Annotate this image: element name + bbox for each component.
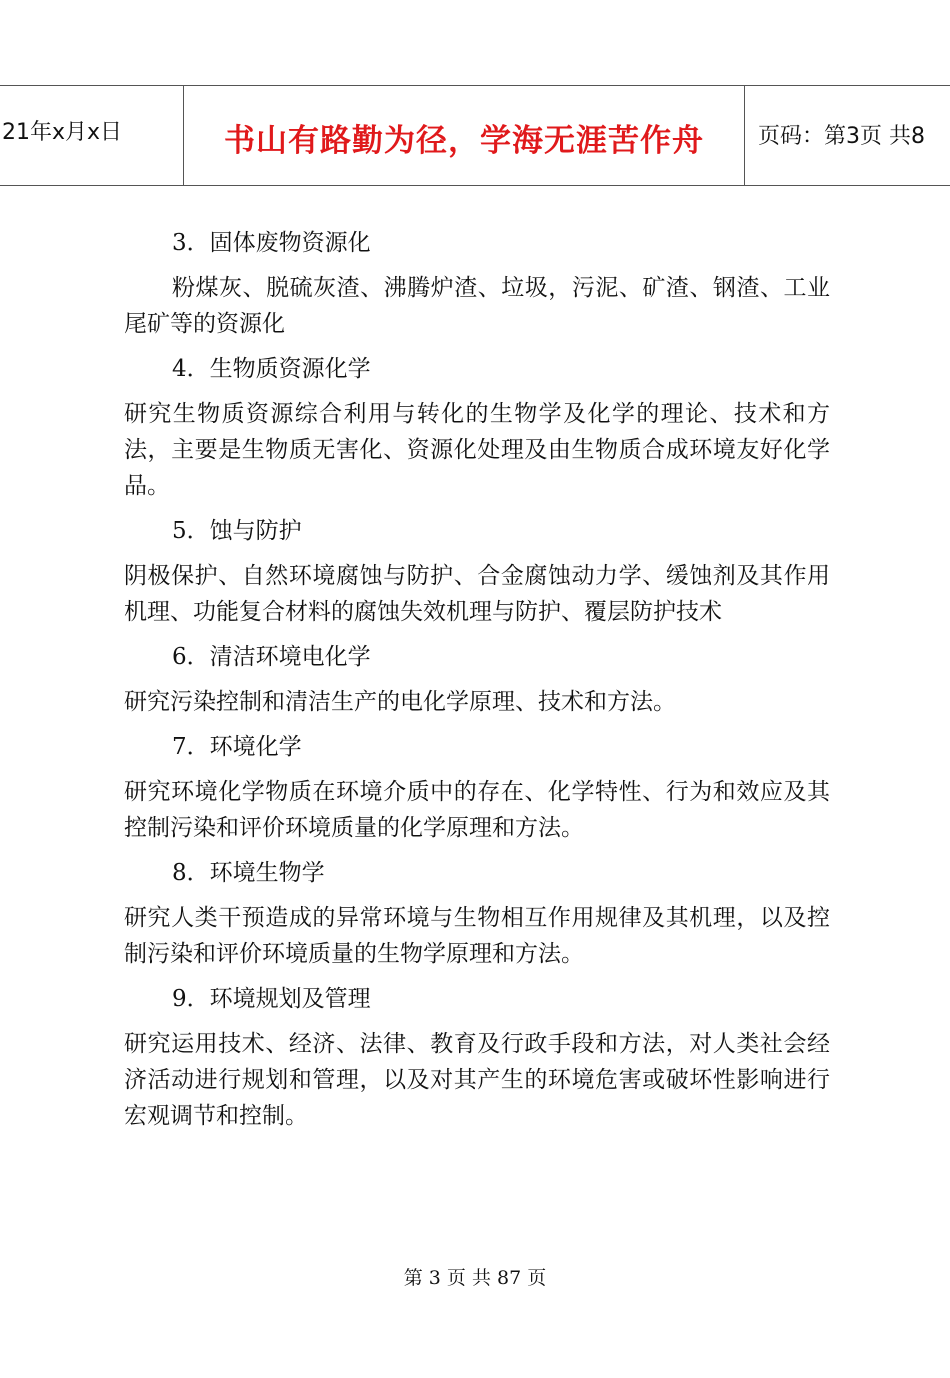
section-body: 阴极保护、自然环境腐蚀与防护、合金腐蚀动力学、缓蚀剂及其作用机理、功能复合材料的腐蚀失效机理与防护、覆层防护技术 [124, 563, 830, 625]
section [124, 855, 830, 972]
section [124, 513, 830, 630]
document-body [124, 225, 830, 1143]
section-heading: 8．环境生物学 [172, 860, 325, 886]
section-body: 研究污染控制和清洁生产的电化学原理、技术和方法。 [124, 689, 676, 715]
section-body: 研究生物质资源综合利用与转化的生物学及化学的理论、技术和方法，主要是生物质无害化、资源化处理及由生物质合成环境友好化学品。 [124, 401, 830, 499]
section [124, 351, 830, 504]
section-heading: 4．生物质资源化学 [172, 356, 371, 382]
section-heading: 6．清洁环境电化学 [172, 644, 371, 670]
section-body: 研究人类干预造成的异常环境与生物相互作用规律及其机理，以及控制污染和评价环境质量的生物学原理和方法。 [124, 905, 830, 967]
header-page-number: 页码：第3页 共8 [758, 124, 925, 149]
section-heading: 3．固体废物资源化 [172, 230, 371, 256]
section [124, 225, 830, 342]
page-footer: 第 3 页 共 87 页 [403, 1267, 547, 1289]
section-heading: 5．蚀与防护 [172, 518, 302, 544]
section-heading: 9．环境规划及管理 [172, 986, 371, 1012]
section-body: 粉煤灰、脱硫灰渣、沸腾炉渣、垃圾，污泥、矿渣、钢渣、工业尾矿等的资源化 [124, 275, 830, 337]
header-date: 21年x月x日 [0, 86, 184, 185]
page-header [0, 85, 950, 186]
section [124, 729, 830, 846]
section [124, 639, 830, 720]
header-motto: 书山有路勤为径，学海无涯苦作舟 [184, 86, 745, 185]
section-heading: 7．环境化学 [172, 734, 302, 760]
section [124, 981, 830, 1134]
section-body: 研究运用技术、经济、法律、教育及行政手段和方法，对人类社会经济活动进行规划和管理，以及对其产生的环境危害或破坏性影响进行宏观调节和控制。 [124, 1031, 830, 1129]
section-body: 研究环境化学物质在环境介质中的存在、化学特性、行为和效应及其控制污染和评价环境质量的化学原理和方法。 [124, 779, 830, 841]
